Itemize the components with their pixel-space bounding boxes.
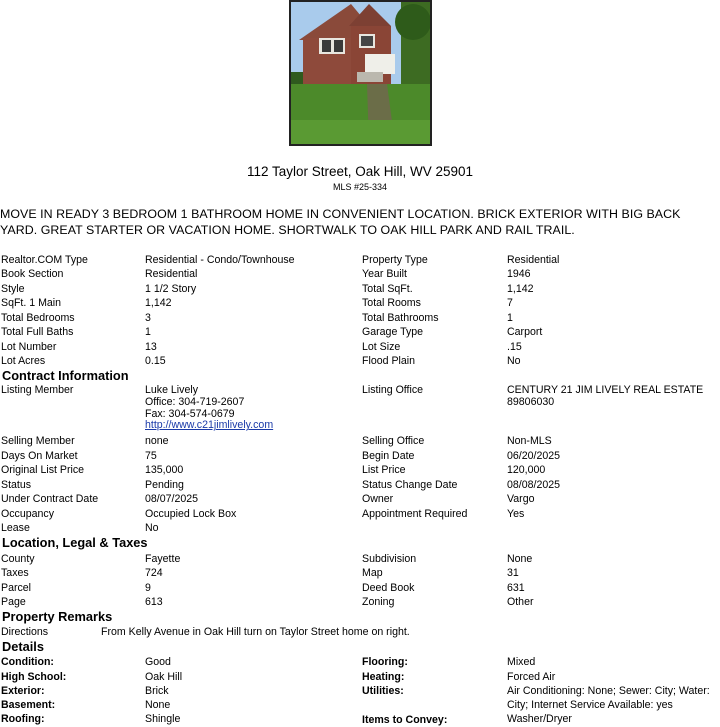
condition-label: Condition: xyxy=(1,656,54,668)
field-value: 724 xyxy=(145,567,163,579)
table-row xyxy=(0,449,720,464)
heating-label: Heating: xyxy=(362,671,405,683)
table-row xyxy=(0,311,720,326)
items-to-convey-label: Items to Convey: xyxy=(362,714,448,726)
table-row xyxy=(0,267,720,282)
listing-office-label: Listing Office xyxy=(362,384,424,396)
field-value: 613 xyxy=(145,596,163,608)
field-label: Lot Size xyxy=(362,341,401,353)
field-value: Occupied Lock Box xyxy=(145,508,237,520)
high-school-label: High School: xyxy=(1,671,67,683)
field-label: Total Bathrooms xyxy=(362,312,439,324)
table-row xyxy=(0,595,720,610)
field-value: 1946 xyxy=(507,268,531,280)
field-label: Book Section xyxy=(1,268,64,280)
field-label: Days On Market xyxy=(1,450,78,462)
table-row xyxy=(0,354,720,369)
table-row xyxy=(0,253,720,268)
basement-value: None xyxy=(145,699,171,711)
field-value: 13 xyxy=(145,341,157,353)
directions-row xyxy=(0,625,720,640)
field-value: Carport xyxy=(507,326,543,338)
field-value: No xyxy=(145,522,159,534)
table-row xyxy=(0,434,720,449)
table-row xyxy=(0,340,720,355)
listing-member-name: Luke Lively xyxy=(145,384,198,396)
field-value: Fayette xyxy=(145,553,181,565)
field-value: 3 xyxy=(145,312,151,324)
field-value: 9 xyxy=(145,582,151,594)
field-value: none xyxy=(145,435,169,447)
listing-office-details xyxy=(507,385,703,409)
field-label: List Price xyxy=(362,464,406,476)
property-description: MOVE IN READY 3 BEDROOM 1 BATHROOM HOME IN CONVENIENT LOCATION. BRICK EXTERIOR WITH BIG BACK YARD. GREAT STARTER OR VACATION HOME. SHORTWALK TO OAK HILL PARK AND RAIL TRAIL. xyxy=(0,207,681,237)
section-heading-remarks: Property Remarks xyxy=(2,609,113,624)
field-value: 08/08/2025 xyxy=(507,479,561,491)
exterior-value: Brick xyxy=(145,685,169,697)
house-photo xyxy=(289,0,432,146)
field-value: Other xyxy=(507,596,534,608)
directions-value: From Kelly Avenue in Oak Hill turn on Taylor Street home on right. xyxy=(101,626,410,638)
heating-value: Forced Air xyxy=(507,671,556,683)
field-label: Under Contract Date xyxy=(1,493,99,505)
section-heading-details: Details xyxy=(2,639,44,654)
field-label: Garage Type xyxy=(362,326,424,338)
field-value: 08/07/2025 xyxy=(145,493,199,505)
field-value: 1 1/2 Story xyxy=(145,283,197,295)
field-label: Lot Acres xyxy=(1,355,46,367)
utilities-value-line-1: Air Conditioning: None; Sewer: City; Water: xyxy=(507,685,710,697)
field-value: 1,142 xyxy=(145,297,172,309)
basement-label: Basement: xyxy=(1,699,56,711)
field-value: Vargo xyxy=(507,493,535,505)
field-label: Total Bedrooms xyxy=(1,312,75,324)
field-label: Page xyxy=(1,596,26,608)
field-label: Lease xyxy=(1,522,30,534)
field-label: Occupancy xyxy=(1,508,54,520)
field-value: Yes xyxy=(507,508,525,520)
table-row xyxy=(0,655,720,670)
field-label: Taxes xyxy=(1,567,29,579)
field-value: .15 xyxy=(507,341,522,353)
field-label: Style xyxy=(1,283,25,295)
field-value: 75 xyxy=(145,450,157,462)
field-value: 7 xyxy=(507,297,513,309)
field-value: 0.15 xyxy=(145,355,166,367)
items-to-convey-value: Washer/Dryer xyxy=(507,713,572,725)
field-label: Total Rooms xyxy=(362,297,421,309)
field-value: Residential xyxy=(507,254,560,266)
high-school-value: Oak Hill xyxy=(145,671,183,683)
property-address: 112 Taylor Street, Oak Hill, WV 25901 xyxy=(246,164,474,179)
field-value: 1,142 xyxy=(507,283,534,295)
field-label: County xyxy=(1,553,35,565)
field-label: Owner xyxy=(362,493,394,505)
listing-office-id: 89806030 xyxy=(507,395,555,408)
field-label: Deed Book xyxy=(362,582,415,594)
field-value: Residential - Condo/Townhouse xyxy=(145,254,295,266)
table-row xyxy=(0,478,720,493)
listing-member-details xyxy=(145,385,273,432)
field-label: Property Type xyxy=(362,254,428,266)
field-label: Zoning xyxy=(362,596,395,608)
table-row xyxy=(0,552,720,567)
table-row xyxy=(0,684,720,699)
field-label: Original List Price xyxy=(1,464,85,476)
condition-value: Good xyxy=(145,656,171,668)
utilities-label: Utilities: xyxy=(362,685,404,697)
field-label: Lot Number xyxy=(1,341,57,353)
flooring-label: Flooring: xyxy=(362,656,408,668)
table-row xyxy=(0,670,720,685)
table-row xyxy=(0,296,720,311)
field-value: Non-MLS xyxy=(507,435,552,447)
field-label: SqFt. 1 Main xyxy=(1,297,62,309)
field-label: Begin Date xyxy=(362,450,415,462)
field-label: Flood Plain xyxy=(362,355,415,367)
field-value: 631 xyxy=(507,582,525,594)
section-heading-location: Location, Legal & Taxes xyxy=(2,535,148,550)
field-label: Selling Member xyxy=(1,435,75,447)
listing-member-office-phone: Office: 304-719-2607 xyxy=(145,395,245,408)
table-row xyxy=(0,492,720,507)
field-value: 1 xyxy=(145,326,151,338)
field-value: None xyxy=(507,553,533,565)
field-value: 31 xyxy=(507,567,519,579)
table-row xyxy=(0,282,720,297)
field-label: Subdivision xyxy=(362,553,417,565)
roofing-label: Roofing: xyxy=(1,713,45,725)
field-label: Realtor.COM Type xyxy=(1,254,88,266)
table-row xyxy=(0,463,720,478)
field-label: Year Built xyxy=(362,268,407,280)
table-row xyxy=(0,325,720,340)
field-label: Status xyxy=(1,479,32,491)
table-row xyxy=(0,581,720,596)
listing-office-name: CENTURY 21 JIM LIVELY REAL ESTATE xyxy=(507,384,704,396)
field-value: No xyxy=(507,355,521,367)
field-value: 1 xyxy=(507,312,513,324)
flooring-value: Mixed xyxy=(507,656,536,668)
field-label: Appointment Required xyxy=(362,508,468,520)
section-heading-contract: Contract Information xyxy=(2,368,129,383)
table-row xyxy=(0,521,720,536)
directions-label: Directions xyxy=(1,626,49,638)
mls-number: MLS #25-334 xyxy=(332,182,388,192)
table-row xyxy=(0,566,720,581)
field-value: Residential xyxy=(145,268,198,280)
utilities-value-line-2: City; Internet Service Available: yes xyxy=(507,699,673,711)
roofing-value: Shingle xyxy=(145,713,181,725)
field-value: 120,000 xyxy=(507,464,546,476)
exterior-label: Exterior: xyxy=(1,685,45,697)
field-label: Total Full Baths xyxy=(1,326,74,338)
house-photo-icon xyxy=(291,2,430,144)
field-label: Parcel xyxy=(1,582,32,594)
field-label: Status Change Date xyxy=(362,479,458,491)
table-row xyxy=(0,698,720,713)
field-value: Pending xyxy=(145,479,184,491)
field-value: 06/20/2025 xyxy=(507,450,561,462)
field-label: Map xyxy=(362,567,383,579)
listing-member-website-link[interactable]: http://www.c21jimlively.com xyxy=(145,419,274,432)
listing-member-fax: Fax: 304-574-0679 xyxy=(145,407,235,420)
listing-member-label: Listing Member xyxy=(1,384,74,396)
table-row xyxy=(0,507,720,522)
field-label: Selling Office xyxy=(362,435,425,447)
field-label: Total SqFt. xyxy=(362,283,413,295)
field-value: 135,000 xyxy=(145,464,184,476)
